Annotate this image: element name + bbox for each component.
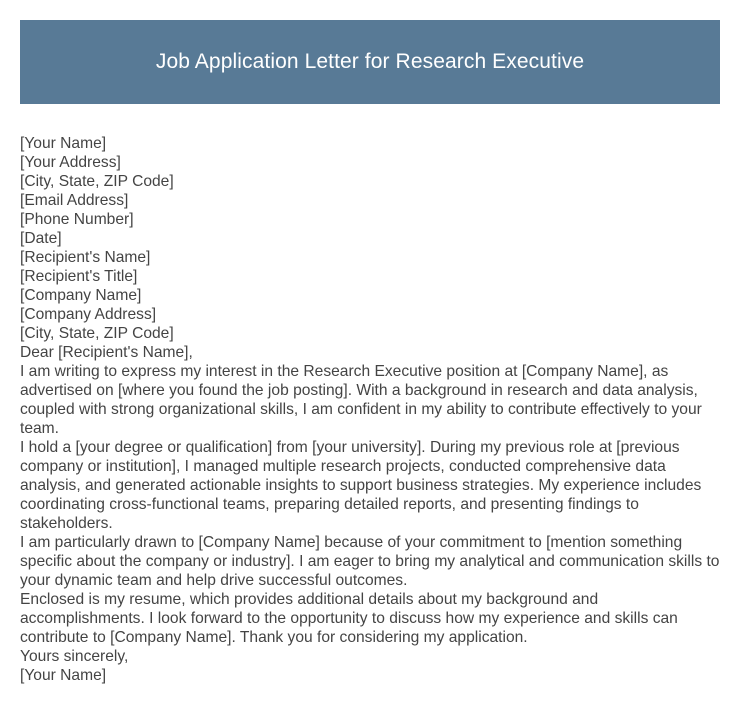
sender-address: [Your Address] [20, 154, 121, 171]
letter-date: [Date] [20, 230, 62, 247]
sender-name: [Your Name] [20, 135, 107, 152]
title-banner [20, 20, 720, 104]
recipient-name: [Recipient's Name] [20, 249, 151, 266]
sender-city-state-zip: [City, State, ZIP Code] [20, 173, 174, 190]
page-title: Job Application Letter for Research Executive [155, 50, 585, 73]
sender-email: [Email Address] [20, 192, 129, 209]
signature-name: [Your Name] [20, 667, 107, 684]
body-paragraph-experience: I hold a [your degree or qualification] from [your university]. During my previous role at [previous company or institution], I managed multiple research projects, conducted comprehensive data analysis, and generated actionable insights to support business strategies. My experience includes coordinating cross-functional teams, preparing detailed reports, and presenting findings to stakeholders. [20, 439, 702, 532]
recipient-company: [Company Name] [20, 287, 142, 304]
body-paragraph-motivation: I am particularly drawn to [Company Name] because of your commitment to [mention something specific about the company or industry]. I am eager to bring my analytical and communication skills to your dynamic team and help drive successful outcomes. [20, 534, 720, 589]
sender-phone: [Phone Number] [20, 211, 134, 228]
recipient-city-state-zip: [City, State, ZIP Code] [20, 325, 174, 342]
body-paragraph-closing: Enclosed is my resume, which provides additional details about my background and accomplishments. I look forward to the opportunity to discuss how my experience and skills can contribute to [Company Name]. Thank you for considering my application. [20, 591, 678, 646]
letter-body [20, 134, 722, 685]
recipient-title: [Recipient's Title] [20, 268, 138, 285]
recipient-company-address: [Company Address] [20, 306, 157, 323]
complimentary-close: Yours sincerely, [20, 648, 129, 665]
salutation: Dear [Recipient's Name], [20, 344, 193, 361]
body-paragraph-intro: I am writing to express my interest in the Research Executive position at [Company Name], as advertised on [where you found the job posting]. With a background in research and data analysis, coupled with strong organizational skills, I am confident in my ability to contribute effectively to your team. [20, 363, 702, 437]
